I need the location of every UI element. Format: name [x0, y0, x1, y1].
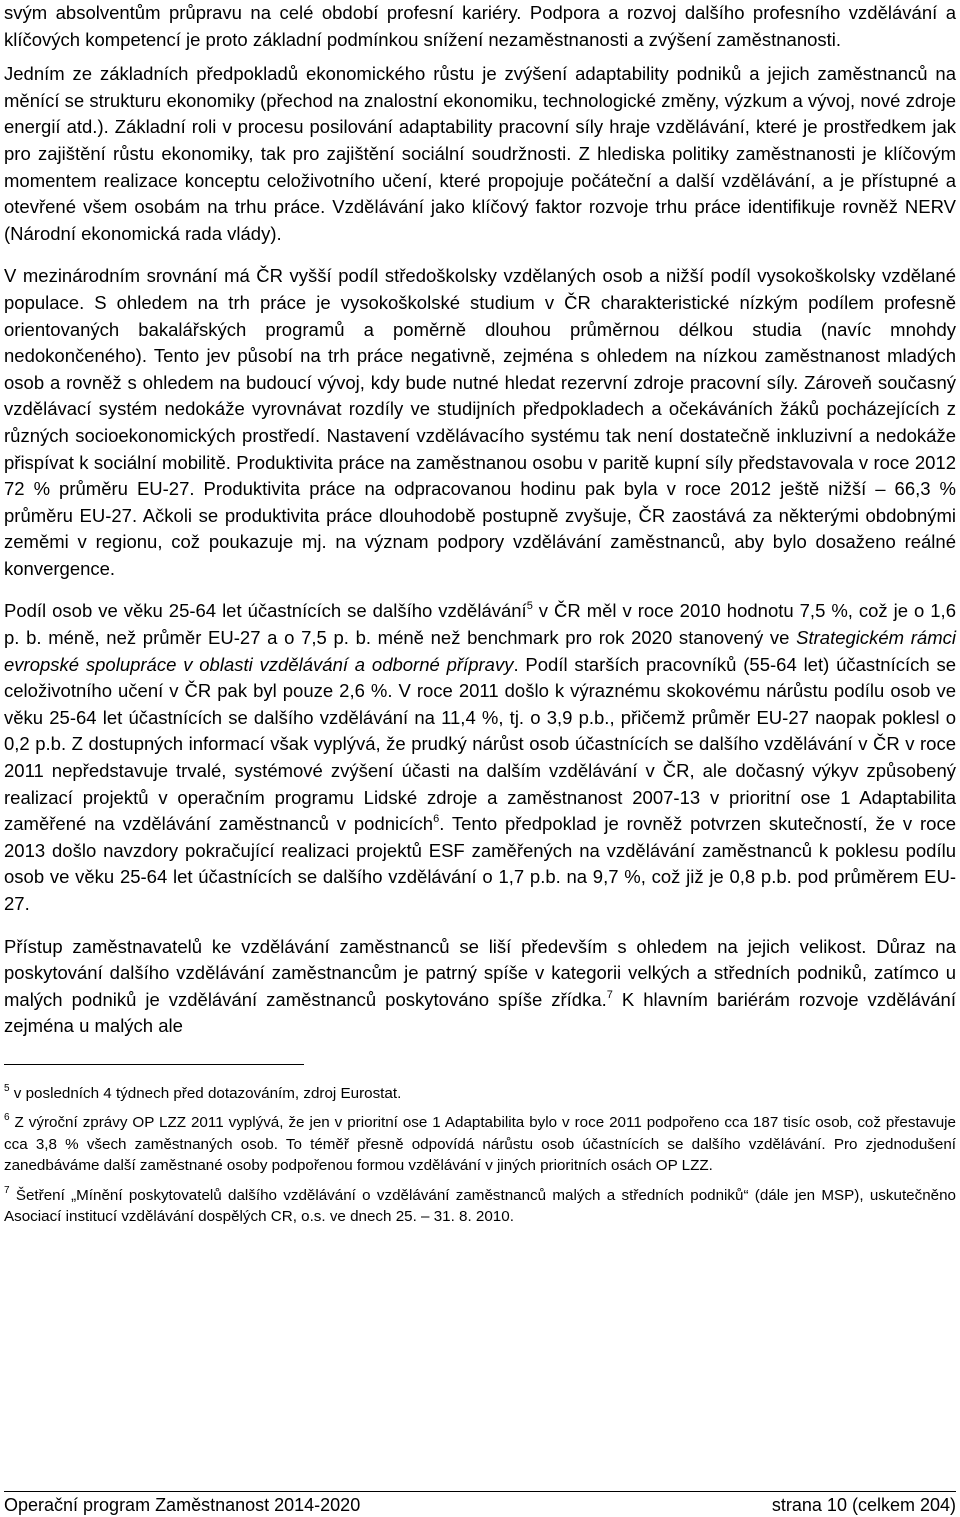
paragraph-2: Jedním ze základních předpokladů ekonomického růstu je zvýšení adaptability podniků a jejich zaměstnanců na měnící se strukturu ekonomiky (přechod na znalostní ekonomiku, technologické změny, výzkum a vývoj, nové zdroje energií atd.). Základní roli v procesu posilování adaptability pracovní síly hraje vzdělávání, které je prostředkem jak pro zajištění růstu ekonomiky, tak pro zajištění sociální soudržnosti. Z hlediska politiky zaměstnanosti je klíčovým momentem realizace konceptu celoživotního učení, které propojuje počáteční a další vzdělávání, a je přístupné a otevřené všem osobám na trhu práce. Vzdělávání jako klíčový faktor rozvoje trhu práce identifikuje rovněž NERV (Národní ekonomická rada vlády). [4, 63, 956, 244]
document-page [4, 0, 956, 1236]
footer-program-name: Operační program Zaměstnanost 2014-2020 [4, 1495, 361, 1515]
footnotes [4, 1083, 956, 1228]
footnote-text: v posledních 4 týdnech před dotazováním, zdroj Eurostat. [9, 1084, 402, 1102]
footnote-ref-5: 5 [526, 600, 533, 613]
paragraph-4-part-2: v ČR měl v roce 2010 hodnotu 7,5 %, což je o 1,6 p. b. méně, než průměr EU-27 a o 7,5 p. b. méně než benchmark pro rok 2020 stanovený ve [4, 600, 956, 649]
footnote-number: 5 [4, 1082, 10, 1094]
footnote-text: Šetření „Mínění poskytovatelů dalšího vzdělávání o vzdělávání zaměstnanců malých a středních podniků“ (dále jen MSP), uskutečněno Asociací institucí vzdělávání dospělých CR, o.s. ve dnech 25. – 31. 8. 2010. [4, 1186, 956, 1226]
footnote-6 [4, 1112, 956, 1177]
paragraph-4 [4, 598, 956, 917]
paragraph-4-part-4: . Tento předpoklad je rovněž potvrzen skutečností, že v roce 2013 došlo navzdory pokračující realizaci projektů ESF zaměřených na vzdělávání zaměstnanců k poklesu podílu osob ve věku 25-64 let účastnících se dalšího vzdělávání o 1,7 p.b. na 9,7 %, což již je 0,8 p.b. pod průměrem EU-27. [4, 813, 956, 914]
body-text [4, 0, 956, 1040]
page-footer [4, 1491, 956, 1516]
footnote-text: Z výroční zprávy OP LZZ 2011 vyplývá, že jen v prioritní ose 1 Adaptabilita bylo v roce 2011 podpořeno cca 187 tisíc osob, což přestavuje cca 3,8 % všech zaměstnaných osob. To téměř přesně odpovídá nárůstu osob účastnících se dalšího vzdělávání. Pro zjednodušení zanedbáváme další zaměstnané osoby podpořenou formou vzdělávání v jiných prioritních osách OP LZZ. [4, 1114, 956, 1175]
paragraph-4-part-1: Podíl osob ve věku 25-64 let účastnících se dalšího vzdělávání [4, 600, 527, 622]
paragraph-5 [4, 934, 956, 1040]
footnote-7 [4, 1185, 956, 1228]
strategic-framework-title: Strategickém rámci evropské spolupráce v oblasti vzdělávání a odborné přípravy [4, 627, 956, 675]
paragraph-1: svým absolventům průpravu na celé období profesní kariéry. Podpora a rozvoj dalšího profesního vzdělávání a klíčových kompetencí je proto základní podmínkou snížení nezaměstnanosti a zvýšení zaměstnanosti. [4, 2, 956, 50]
paragraph-5-part-1: Přístup zaměstnavatelů ke vzdělávání zaměstnanců se liší především s ohledem na jejich velikost. Důraz na poskytování dalšího vzdělávání zaměstnancům je patrný spíše v kategorii velkých a středních podniků, zatímco u malých podniků je vzdělávání zaměstnanců poskytováno spíše zřídka. [4, 935, 956, 1010]
footer-page-number: strana 10 (celkem 204) [771, 1495, 956, 1515]
paragraph-4-part-3: . Podíl starších pracovníků (55-64 let) účastnících se celoživotního učení v ČR pak byl pouze 2,6 %. V roce 2011 došlo k výraznému skokovému nárůstu podílu osob ve věku 25-64 let účastnících se dalšího vzdělávání na 11,4 %, tj. o 3,9 p.b., přičemž průměr EU-27 naopak poklesl o 0,2 p.b. Z dostupných informací však vyplývá, že prudký nárůst osob účastnících se dalšího vzdělávání v ČR v roce 2011 nepředstavuje trvalé, systémové zvýšení účasti na dalším vzdělávání v ČR, ale dočasný výkyv způsobený realizací projektů v operačním programu Lidské zdroje a zaměstnanost 2007-13 v prioritní ose 1 Adaptabilita zaměřené na vzdělávání zaměstnanců v podnicích [4, 653, 957, 835]
footnote-5 [4, 1083, 956, 1105]
footnote-number: 6 [4, 1112, 10, 1124]
paragraph-3: V mezinárodním srovnání má ČR vyšší podíl středoškolsky vzdělaných osob a nižší podíl vysokoškolsky vzdělané populace. S ohledem na trh práce je vysokoškolské studium v ČR charakteristické nízkým podílem profesně orientovaných bakalářských programů a poměrně dlouhou průměrnou délkou studia (navíc mnohdy nedokončeného). Tento jev působí na trh práce negativně, zejména s ohledem na nízkou zaměstnanost mladých osob a rovněž s ohledem na budoucí vývoj, kdy bude nutné hledat rezervní zdroje pracovní síly. Zároveň současný vzdělávací systém nedokáže vyrovnávat rozdíly ve studijních předpokladech a očekáváních žáků pocházejících z různých socioekonomických prostředí. Nastavení vzdělávacího systému tak není dostatečně inkluzivní a nedokáže přispívat k sociální mobilitě. Produktivita práce na zaměstnanou osobu v paritě kupní síly představovala v roce 2012 72 % průměru EU-27. Produktivita práce na odpracovanou hodinu pak byla v roce 2012 ještě nižší – 66,3 % průměru EU-27. Ačkoli se produktivita práce dlouhodobě postupně zvyšuje, ČR zaostává za některými obdobnými zeměmi v regionu, což poukazuje mj. na význam podpory vzdělávání zaměstnanců, aby bylo dosaženo reálné konvergence. [4, 265, 956, 579]
footnote-ref-7: 7 [606, 988, 613, 1001]
footnote-ref-6: 6 [433, 813, 440, 826]
footnote-separator [4, 1064, 304, 1065]
footnote-number: 7 [4, 1184, 10, 1196]
paragraph-5-part-2: K hlavním bariérám rozvoje vzdělávání zejména u malých ale [4, 988, 956, 1037]
